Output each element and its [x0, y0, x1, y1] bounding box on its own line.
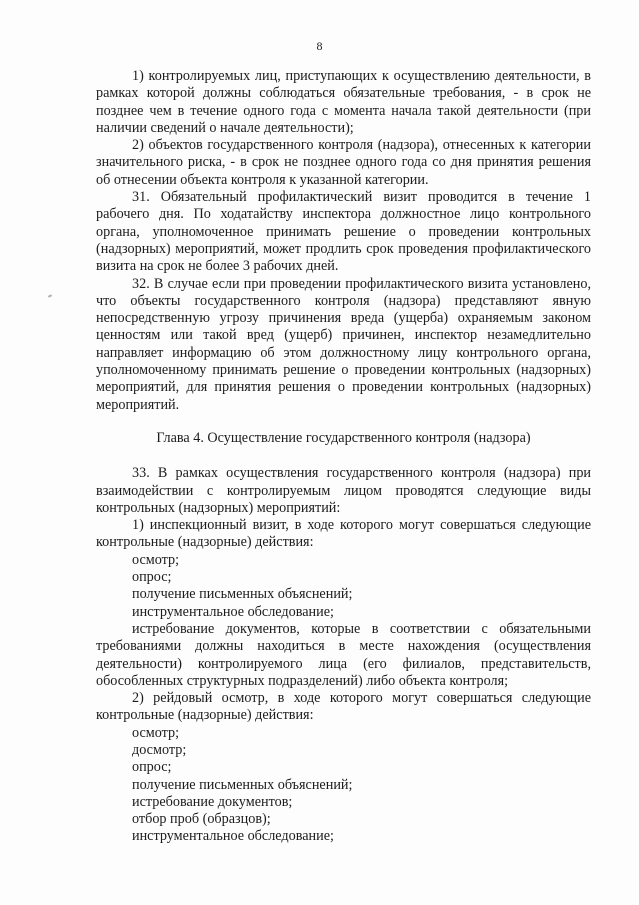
- paragraph-1-item-2: 2) объектов государственного контроля (надзора), отнесенных к категории значительного риска, - в срок не позднее одного года со дня принятия решения об отнесении объекта контроля к указанной категории.: [96, 137, 591, 188]
- chapter-heading: Глава 4. Осуществление государственного контроля (надзора): [156, 429, 531, 446]
- document-body: [96, 68, 591, 846]
- item-2-action: истребование документов;: [132, 793, 293, 810]
- item-1-intro: 1) инспекционный визит, в ходе которого могут совершаться следующие контрольные (надзорные) действия:: [96, 517, 591, 551]
- item-1-action: инструментальное обследование;: [132, 603, 334, 620]
- item-2-action: досмотр;: [132, 741, 187, 758]
- scan-speck: [48, 294, 52, 298]
- paragraph-33: 33. В рамках осуществления государственного контроля (надзора) при взаимодействии с контролируемым лицом проводятся следующие виды контрольных (надзорных) мероприятий:: [96, 465, 591, 516]
- item-1-action: осмотр;: [132, 551, 180, 568]
- item-2-action: отбор проб (образцов);: [132, 811, 271, 828]
- page-number: 8: [316, 39, 323, 53]
- item-2-action: получение письменных объяснений;: [132, 776, 353, 793]
- paragraph-1-item-1: 1) контролируемых лиц, приступающих к осуществлению деятельности, в рамках которой должны соблюдаться обязательные требования, - в срок не позднее чем в течение одного года с момента начала такой деятельности (при наличии сведений о начале деятельности);: [96, 68, 591, 136]
- item-2-intro: 2) рейдовый осмотр, в ходе которого могут совершаться следующие контрольные (надзорные) действия:: [96, 690, 591, 724]
- item-2-action: инструментальное обследование;: [132, 828, 334, 845]
- item-1-last-action: истребование документов, которые в соответствии с обязательными требованиями должны находиться в месте нахождения (осуществления деятельности) контролируемого лица (его филиалов, представительств, обособленных структурных подразделений) либо объекта контроля;: [96, 620, 591, 689]
- paragraph-31: 31. Обязательный профилактический визит проводится в течение 1 рабочего дня. По ходатайству инспектора должностное лицо контрольного органа, уполномоченное принимать решение о проведении контрольных (надзорных) мероприятий, может продлить срок проведения профилактического визита на срок не более 3 рабочих дней.: [96, 189, 591, 275]
- paragraph-32: 32. В случае если при проведении профилактического визита установлено, что объекты государственного контроля (надзора) представляют явную непосредственную угрозу причинения вреда (ущерба) охраняемым законом ценностям или такой вред (ущерб) причинен, инспектор незамедлительно направляет информацию об этом должностному лицу контрольного органа, уполномоченному принимать решение о проведении контрольных (надзорных) мероприятий, для принятия решения о проведении контрольных (надзорных) мероприятий.: [96, 275, 591, 413]
- item-2-action: опрос;: [132, 759, 172, 776]
- item-1-action: опрос;: [132, 569, 172, 586]
- item-1-action: получение письменных объяснений;: [132, 586, 353, 603]
- item-2-action: осмотр;: [132, 724, 180, 741]
